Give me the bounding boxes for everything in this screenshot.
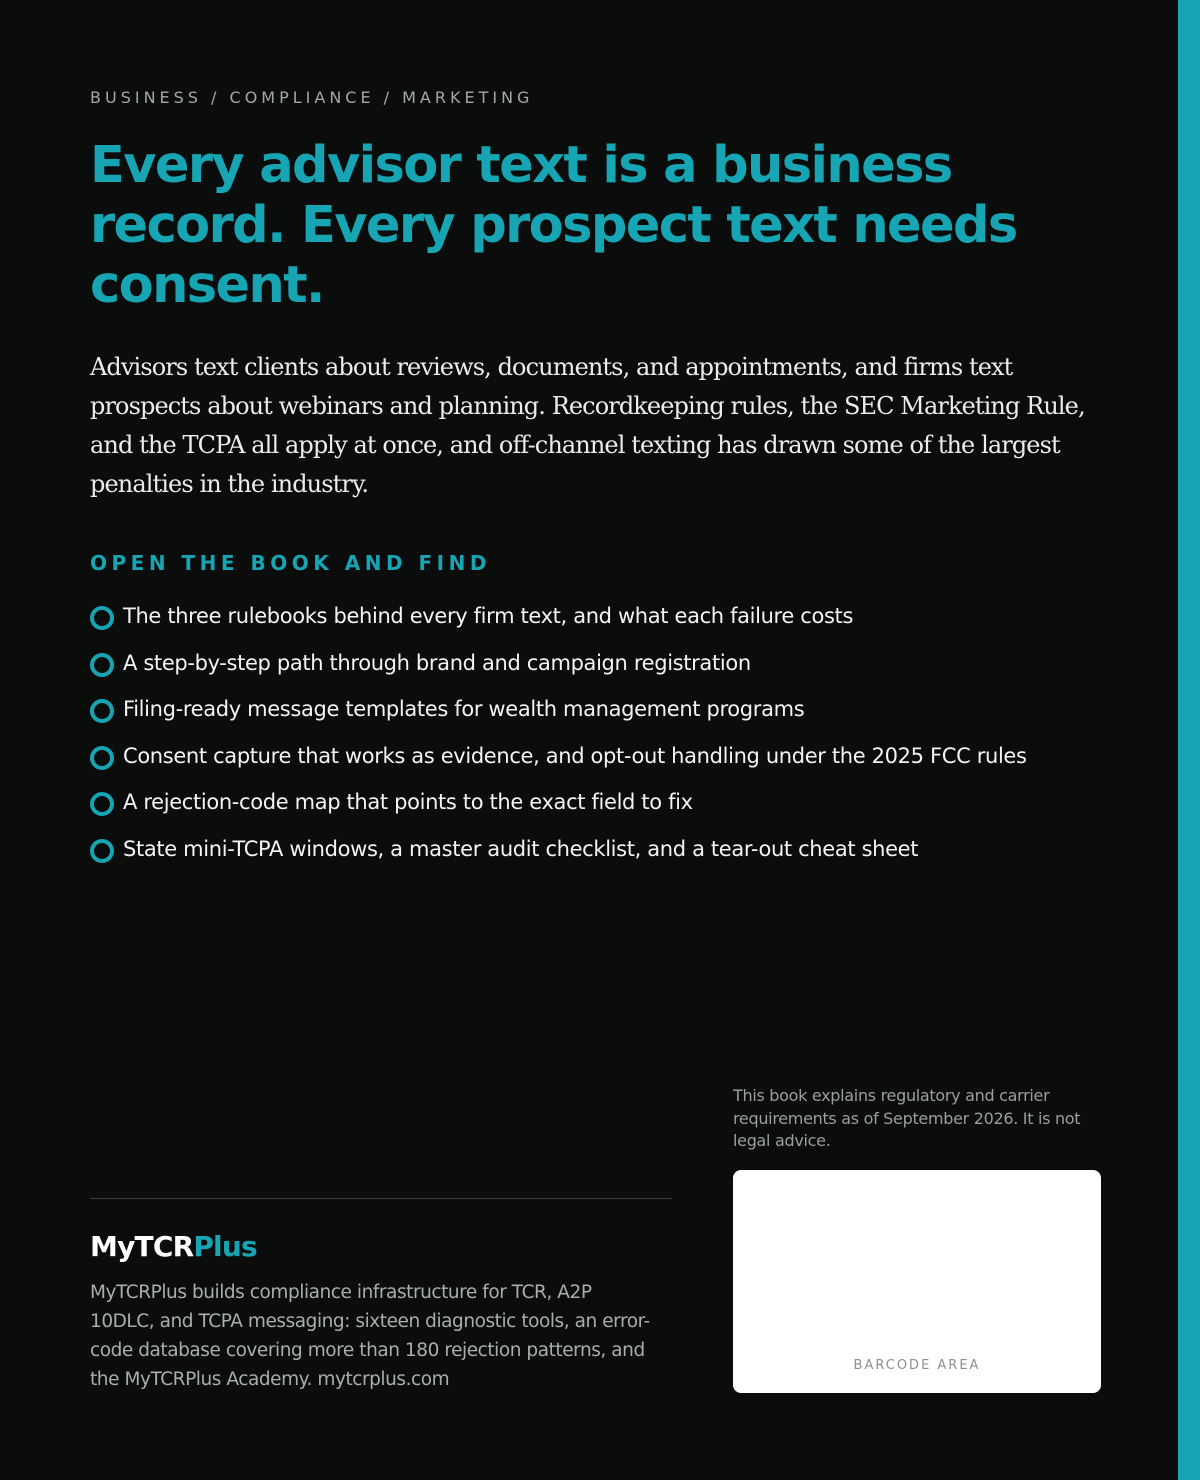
feature-text: The three rulebooks behind every firm text, and what each failure costs bbox=[123, 604, 854, 628]
barcode-label: BARCODE AREA bbox=[853, 1358, 981, 1373]
ring-bullet-icon bbox=[90, 792, 114, 816]
legal-disclaimer: This book explains regulatory and carrier requirements as of September 2026. It is not legal advice. bbox=[733, 1086, 1081, 1150]
list-item bbox=[90, 693, 1105, 725]
brand-name-main: MyTCR bbox=[90, 1230, 194, 1263]
feature-list bbox=[90, 600, 1105, 879]
list-item bbox=[90, 647, 1105, 679]
feature-text: A step-by-step path through brand and campaign registration bbox=[123, 650, 751, 675]
list-item bbox=[90, 600, 1105, 632]
headline: Every advisor text is a business record. Every prospect text needs consent. bbox=[90, 136, 1017, 315]
feature-text: A rejection-code map that points to the exact field to fix bbox=[123, 790, 693, 814]
feature-text: Filing-ready message templates for wealth management programs bbox=[123, 697, 805, 721]
brand-name-accent: Plus bbox=[193, 1230, 257, 1263]
brand-description: MyTCRPlus builds compliance infrastructure for TCR, A2P 10DLC, and TCPA messaging: sixteen diagnostic tools, an error-code database covering more than 180 rejection patterns, and the MyTCRPlus Academy. mytcrplus.com bbox=[90, 1282, 650, 1390]
ring-bullet-icon bbox=[90, 606, 114, 630]
brand-logo bbox=[90, 1230, 257, 1263]
list-item bbox=[90, 740, 1105, 772]
spine-accent-bar bbox=[1178, 0, 1200, 1480]
list-item bbox=[90, 786, 1105, 818]
ring-bullet-icon bbox=[90, 699, 114, 723]
intro-paragraph: Advisors text clients about reviews, documents, and appointments, and firms text prospects about webinars and planning. Recordkeeping rules, the SEC Marketing Rule, and the TCPA all apply at once, and off-channel texting has drawn some of the largest penalties in the industry. bbox=[90, 353, 1085, 498]
feature-text: Consent capture that works as evidence, and opt-out handling under the 2025 FCC rules bbox=[123, 743, 1027, 768]
list-item bbox=[90, 833, 1105, 865]
ring-bullet-icon bbox=[90, 839, 114, 863]
ring-bullet-icon bbox=[90, 653, 114, 677]
ring-bullet-icon bbox=[90, 746, 114, 770]
features-heading: OPEN THE BOOK AND FIND bbox=[90, 551, 491, 575]
footer-divider bbox=[90, 1198, 672, 1199]
barcode-area bbox=[733, 1170, 1101, 1393]
feature-text: State mini-TCPA windows, a master audit checklist, and a tear-out cheat sheet bbox=[123, 836, 919, 861]
category-breadcrumb: BUSINESS / COMPLIANCE / MARKETING bbox=[90, 88, 534, 107]
